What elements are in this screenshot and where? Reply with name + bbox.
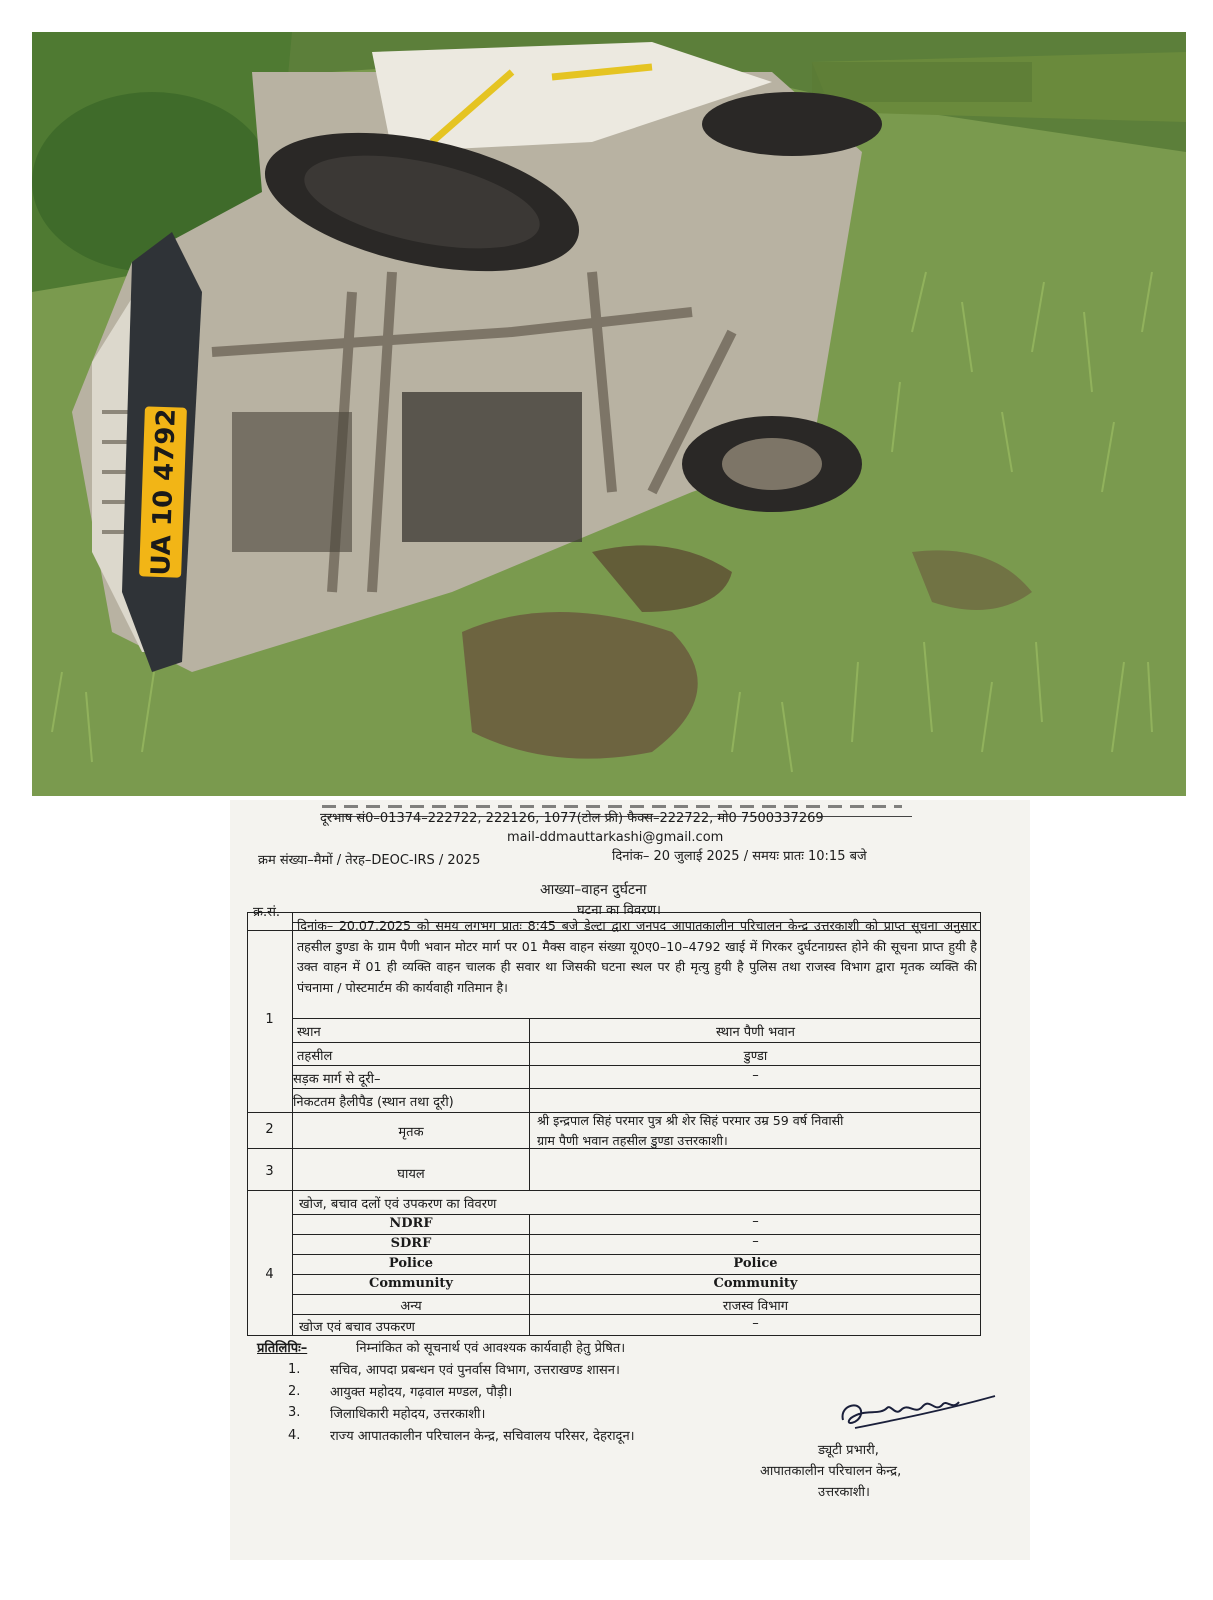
report-date-time: दिनांक– 20 जुलाई 2025 / समयः प्रातः 10:15 बजे [612, 849, 867, 864]
row4-label-sdrf: SDRF [390, 1236, 432, 1251]
row1-field-label-helipad: निकटतम हैलीपैड (स्थान तथा दूरी) [293, 1095, 454, 1110]
signatory-location: उत्तरकाशी। [818, 1485, 870, 1500]
row4-value-sdrf: – [752, 1234, 759, 1249]
copy-to-label: प्रतिलिपिः– [257, 1341, 308, 1356]
row4-label-other: अन्य [400, 1299, 422, 1314]
row1-description: दिनांक– 20.07.2025 को समय लगभग प्रातः 8:45 बजे डेल्टा द्वारा जनपद आपातकालीन परिचालन केन्द्र उत्तरकाशी को प्राप्त सूचना अनुसार तहसील डुण्डा के ग्राम पैणी भवान मोटर मार्ग पर 01 मैक्स वाहन संख्या यू0ए0–10–4792 खाई में गिरकर दुर्घटनाग्रस्त होने की सूचना प्राप्त हुयी है उक्त वाहन में 01 ही व्यक्ति वाहन चालक ही सवार था जिसकी घटना स्थल पर ही मृत्यु हुयी है पुलिस तथा राजस्व विभाग द्वारा मृतक व्यक्ति की पंचनामा / पोस्टमार्टम की कार्यवाही गतिमान है। [297, 918, 977, 995]
row1-serial: 1 [265, 1012, 274, 1027]
copy-to-item-1-text: सचिव, आपदा प्रबन्धन एवं पुनर्वास विभाग, उत्तराखण्ड शासन। [330, 1363, 620, 1378]
header-serial-number: क्र.सं. [253, 905, 281, 920]
letterhead-email: mail-ddmauttarkashi@gmail.com [507, 830, 724, 845]
row1-field-label-road-distance: सड़क मार्ग से दूरी– [293, 1072, 381, 1087]
row1-field-value-tehsil: डुण्डा [743, 1049, 768, 1064]
copy-to-item-4-text: राज्य आपातकालीन परिचालन केन्द्र, सचिवालय परिसर, देहरादून। [330, 1429, 635, 1444]
row4-label-police: Police [388, 1256, 434, 1271]
header-incident-details: घटना का विवरण। [577, 903, 661, 918]
copy-to-item-3-number: 3. [288, 1405, 301, 1420]
row1-field-value-location: स्थान पैणी भवान [715, 1025, 796, 1040]
report-subject: आख्या–वाहन दुर्घटना [540, 882, 647, 898]
copy-to-item-2-number: 2. [288, 1384, 301, 1399]
license-plate-text: UA 10 4792 [146, 408, 182, 577]
row3-serial: 3 [265, 1164, 274, 1179]
row4-value-other: राजस्व विभाग [722, 1299, 789, 1314]
row1-field-label-tehsil: तहसील [297, 1049, 333, 1064]
row4-label-equipment: खोज एवं बचाव उपकरण [299, 1320, 415, 1335]
reference-number: क्रम संख्या–मैमों / तेरह–DEOC-IRS / 2025 [258, 853, 481, 868]
row1-field-label-location: स्थान [297, 1025, 321, 1040]
copy-to-intro: निम्नांकित को सूचनार्थ एवं आवश्यक कार्यवाही हेतु प्रेषित। [356, 1341, 626, 1356]
row2-serial: 2 [265, 1122, 274, 1137]
row4-value-police: Police [733, 1256, 778, 1271]
row4-value-ndrf: – [752, 1214, 759, 1229]
row2-deceased-line1: श्री इन्द्रपाल सिहं परमार पुत्र श्री शेर सिहं परमार उम्र 59 वर्ष निवासी [537, 1113, 844, 1128]
copy-to-item-1-number: 1. [288, 1362, 301, 1377]
row2-deceased-line2: ग्राम पैणी भवान तहसील डुण्डा उत्तरकाशी। [537, 1133, 728, 1148]
accident-photo [32, 32, 1186, 796]
row4-serial: 4 [265, 1267, 274, 1282]
row3-label-injured: घायल [397, 1167, 425, 1182]
row4-value-equipment: – [752, 1316, 759, 1331]
copy-to-item-3-text: जिलाधिकारी महोदय, उत्तरकाशी। [330, 1407, 486, 1422]
row4-value-community: Community [713, 1276, 798, 1291]
signatory-office: आपातकालीन परिचालन केन्द्र, [760, 1464, 902, 1479]
overturned-vehicle-illustration [32, 32, 1186, 796]
row4-label-community: Community [369, 1276, 453, 1291]
row4-heading: खोज, बचाव दलों एवं उपकरण का विवरण [299, 1197, 497, 1212]
row4-label-ndrf: NDRF [389, 1216, 433, 1231]
row2-label-deceased: मृतक [398, 1125, 424, 1140]
copy-to-item-2-text: आयुक्त महोदय, गढ़वाल मण्डल, पौड़ी। [330, 1385, 513, 1400]
incident-table [247, 903, 1002, 1360]
copy-to-item-4-number: 4. [288, 1428, 301, 1443]
signatory-designation: ड्यूटी प्रभारी, [818, 1443, 879, 1458]
letterhead-contact: दूरभाष सं0–01374–222722, 222126, 1077(टोल फ्री) फैक्स–222722, मो0 7500337269 [320, 811, 824, 826]
row1-field-value-road-distance: – [752, 1068, 759, 1083]
handwritten-signature [835, 1390, 1000, 1440]
